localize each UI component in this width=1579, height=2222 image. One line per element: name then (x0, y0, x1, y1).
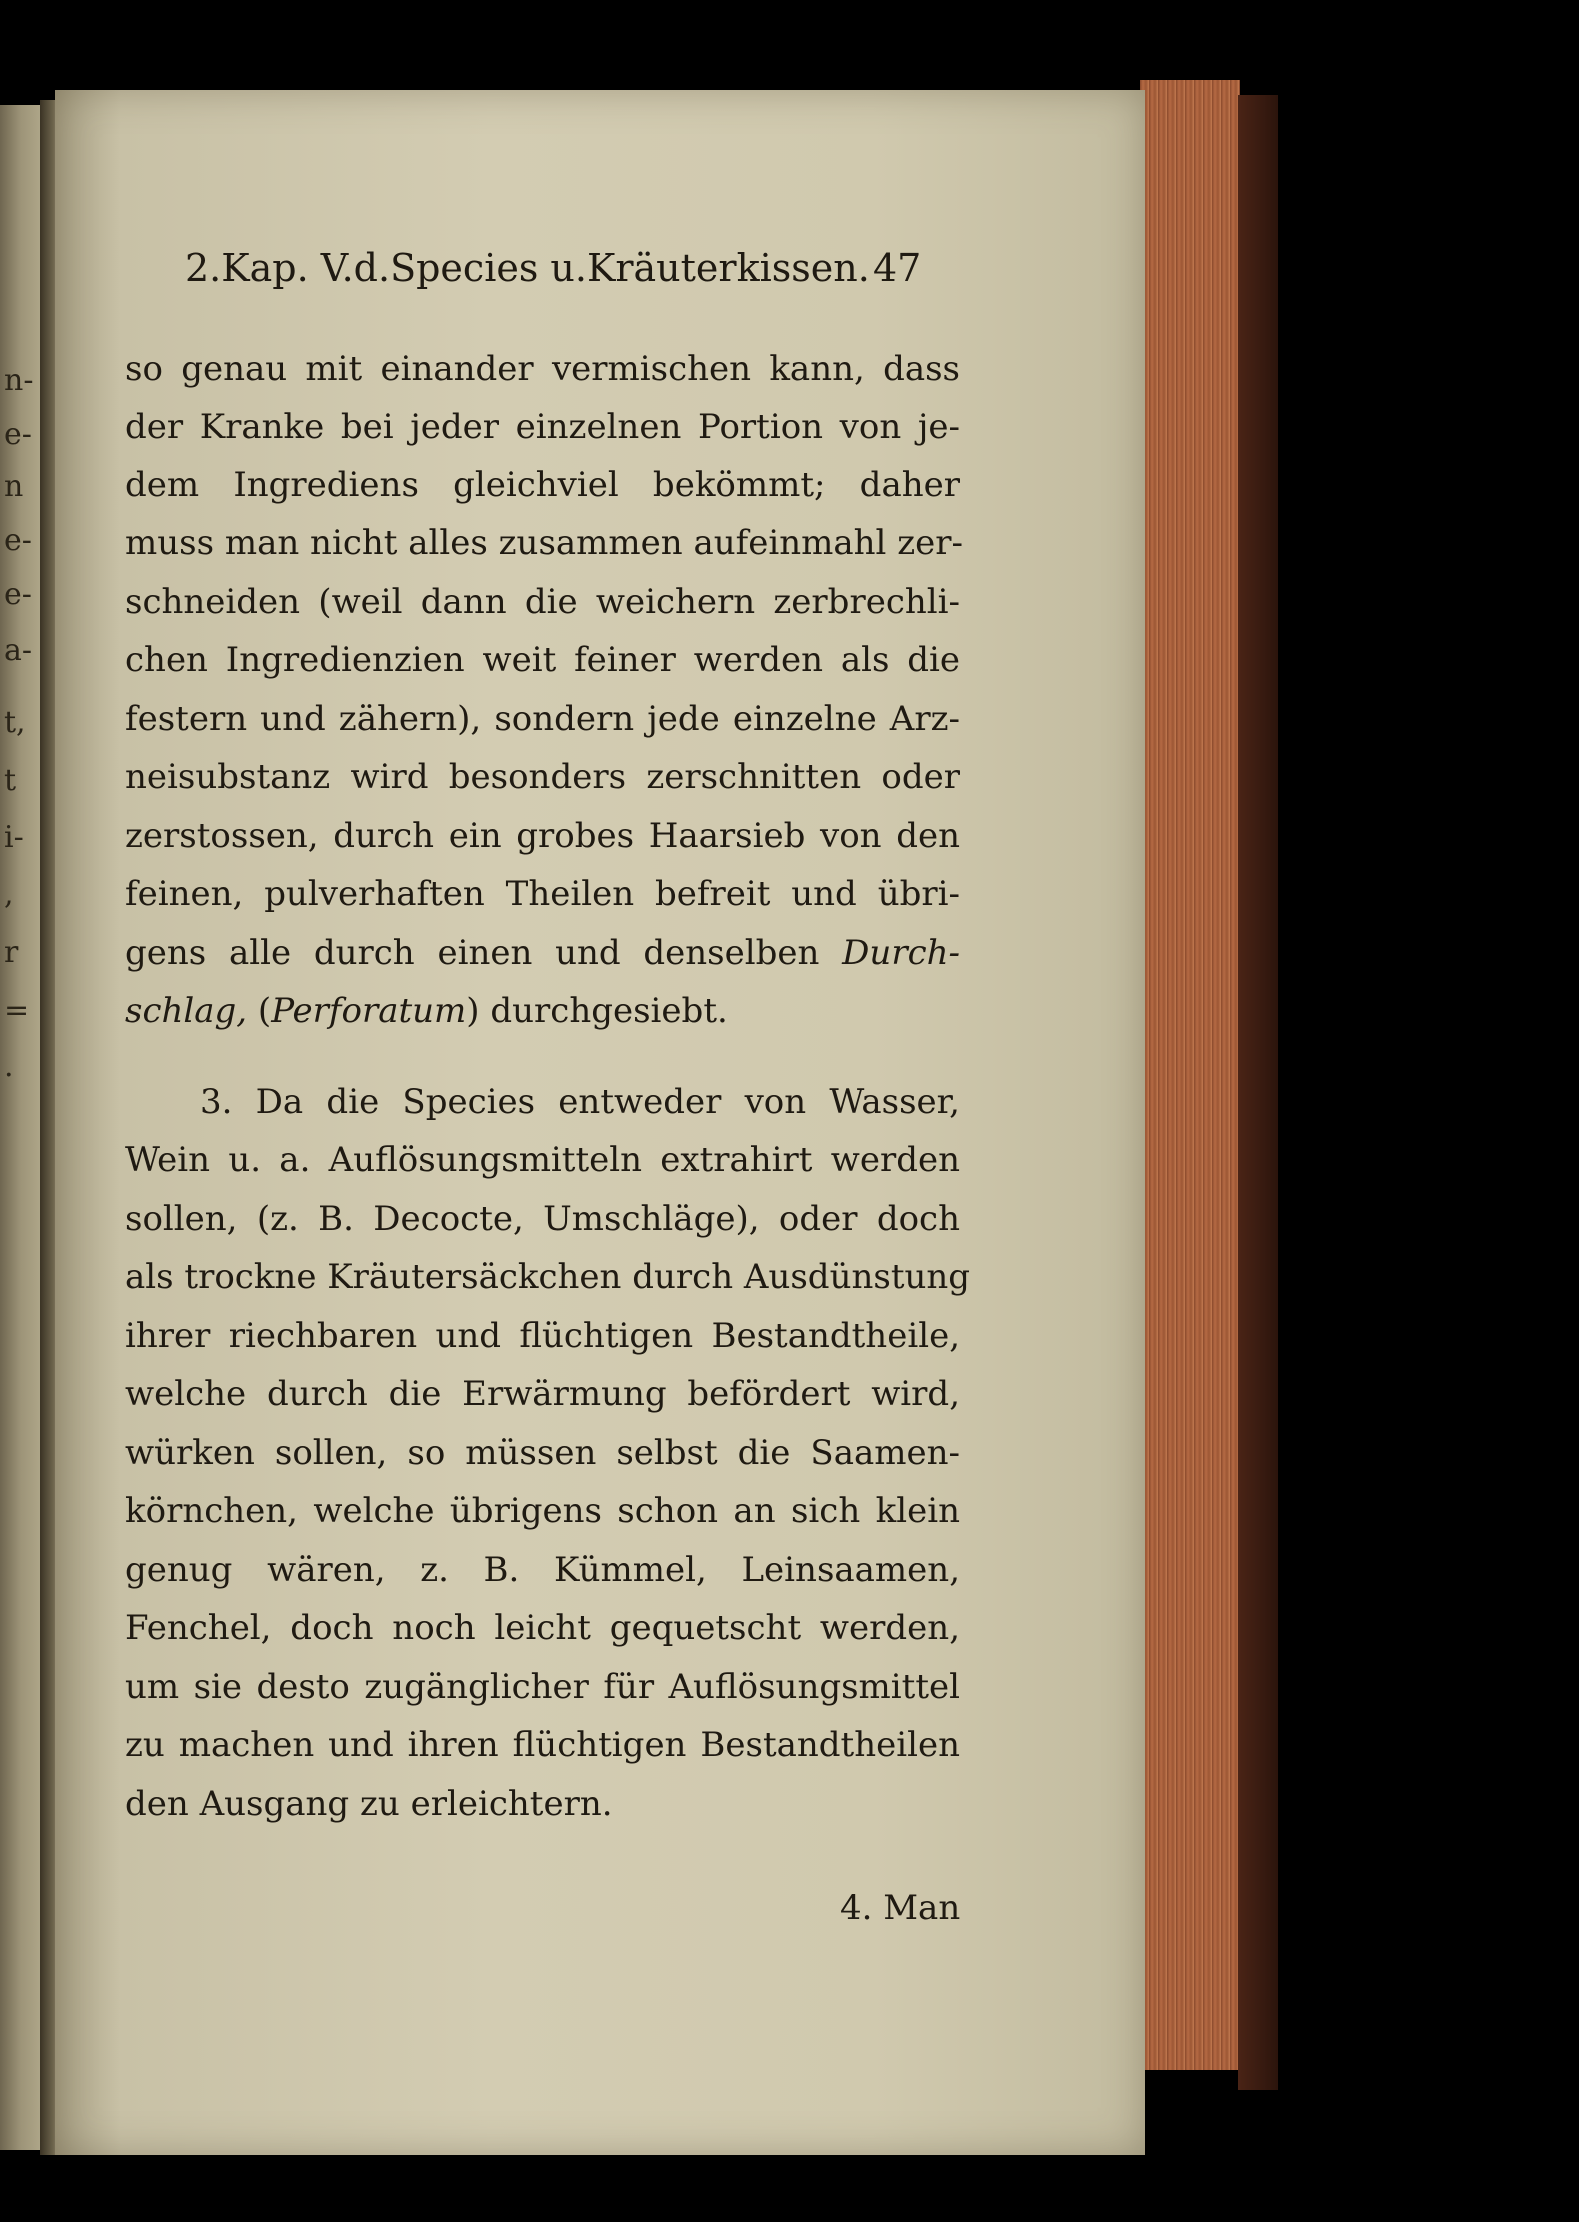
text-line: schlag, (Perforatum) durchgesiebt. (125, 991, 728, 1031)
text-line: muss man nicht alles zusammen aufeinmahl zer- (125, 523, 963, 563)
text-line: körnchen, welche übrigens schon an sich klein (125, 1491, 960, 1531)
previous-page-fragment: t, (4, 705, 26, 740)
book-cover-edge (1238, 95, 1278, 2090)
text-line: Wein u. a. Auflösungsmitteln extrahirt werden (125, 1140, 960, 1180)
text-line: gens alle durch einen und denselben Durch- (125, 933, 960, 973)
text-line: feinen, pulverhaften Theilen befreit und übri- (125, 874, 960, 914)
text-line: würken sollen, so müssen selbst die Saamen- (125, 1433, 960, 1473)
text-line: 3. Da die Species entweder von Wasser, (200, 1082, 960, 1122)
previous-page-fragment: a- (4, 633, 33, 668)
previous-page-fragment: = (4, 993, 30, 1028)
text-line: der Kranke bei jeder einzelnen Portion von je- (125, 407, 960, 447)
previous-page-fragment: e- (4, 417, 32, 452)
page-number: 47 (873, 246, 922, 290)
page-fore-edge (1140, 80, 1240, 2070)
text-line: ihrer riechbaren und flüchtigen Bestandtheile, (125, 1316, 960, 1356)
previous-page-fragment: t (4, 763, 17, 798)
text-line: schneiden (weil dann die weichern zerbrechli- (125, 582, 960, 622)
text-line: chen Ingredienzien weit feiner werden als die (125, 640, 960, 680)
text-line: welche durch die Erwärmung befördert wird, (125, 1374, 960, 1414)
previous-page-fragment: n (4, 469, 24, 504)
book-page (55, 90, 1145, 2155)
text-line: so genau mit einander vermischen kann, dass (125, 349, 960, 389)
text-line: genug wären, z. B. Kümmel, Leinsaamen, (125, 1550, 960, 1590)
text-line: zu machen und ihren flüchtigen Bestandtheilen (125, 1725, 960, 1765)
text-line: sollen, (z. B. Decocte, Umschläge), oder doch (125, 1199, 960, 1239)
previous-page-fragment: e- (4, 523, 32, 558)
previous-page-fragment: . (4, 1049, 14, 1084)
text-line: um sie desto zugänglicher für Auflösungsmittel (125, 1667, 960, 1707)
text-line: festern und zähern), sondern jede einzelne Arz- (125, 699, 960, 739)
previous-page-fragment: , (4, 877, 14, 912)
text-line: zerstossen, durch ein grobes Haarsieb von den (125, 816, 960, 856)
previous-page-fragment: r (4, 935, 19, 970)
text-line: den Ausgang zu erleichtern. (125, 1784, 613, 1824)
running-head: 2.Kap. V.d.Species u.Kräuterkissen. (185, 246, 870, 290)
text-line: dem Ingrediens gleichviel bekömmt; daher (125, 465, 960, 505)
text-line: Fenchel, doch noch leicht gequetscht werden, (125, 1608, 960, 1648)
previous-page-fragment: e- (4, 577, 32, 612)
catchword: 4. Man (840, 1888, 961, 1928)
previous-page-fragment: n- (4, 363, 34, 398)
text-line: als trockne Kräutersäckchen durch Ausdünstung (125, 1257, 971, 1297)
previous-page-fragment: i- (4, 820, 24, 855)
text-line: neisubstanz wird besonders zerschnitten oder (125, 757, 960, 797)
